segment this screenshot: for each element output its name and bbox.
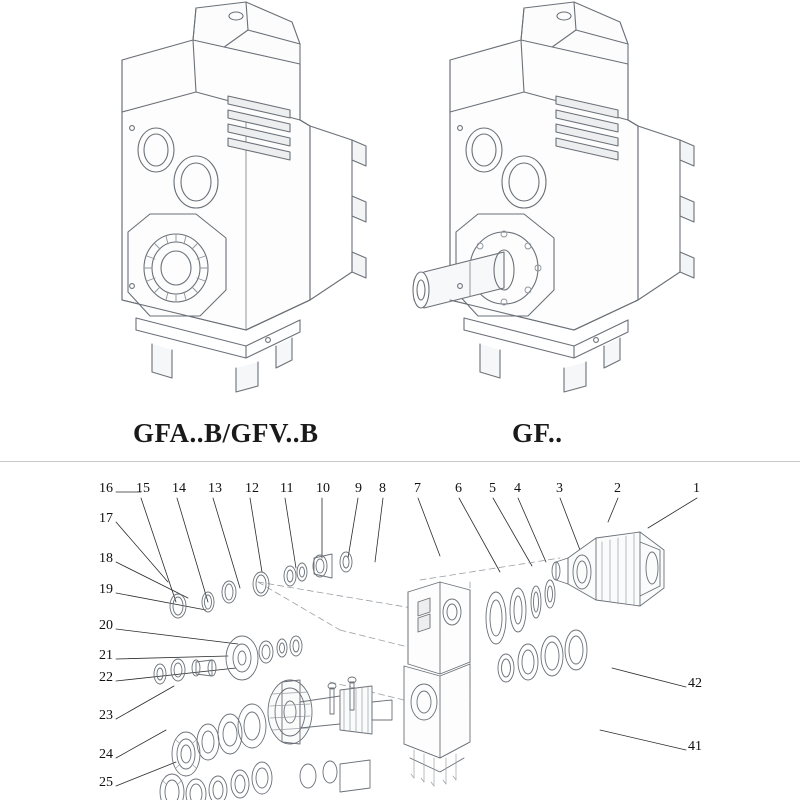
caption-gearbox-left: GFA..B/GFV..B: [133, 418, 319, 448]
caption-gearbox-right: GF..: [512, 418, 563, 448]
callout-12: 12: [245, 481, 259, 496]
callout-42: 42: [688, 676, 702, 691]
callout-4: 4: [514, 481, 521, 496]
callout-13: 13: [208, 481, 222, 496]
callout-16: 16: [99, 481, 113, 496]
callout-5: 5: [489, 481, 496, 496]
callout-2: 2: [614, 481, 621, 496]
callout-41: 41: [688, 739, 702, 754]
callout-1: 1: [693, 481, 700, 496]
exploded-parts-drawing: [0, 462, 800, 800]
callout-19: 19: [99, 582, 113, 597]
callout-8: 8: [379, 481, 386, 496]
callout-3: 3: [556, 481, 563, 496]
exploded-view-section: [0, 462, 800, 800]
callout-24: 24: [99, 747, 113, 762]
callout-25: 25: [99, 775, 113, 790]
gearbox-right-drawing: [413, 2, 694, 392]
callout-11: 11: [280, 481, 294, 496]
callout-15: 15: [136, 481, 150, 496]
callout-20: 20: [99, 618, 113, 633]
callout-23: 23: [99, 708, 113, 723]
gearbox-left-drawing: [122, 2, 366, 392]
callout-7: 7: [414, 481, 421, 496]
callout-14: 14: [172, 481, 186, 496]
callout-21: 21: [99, 648, 113, 663]
callout-6: 6: [455, 481, 462, 496]
callout-10: 10: [316, 481, 330, 496]
callout-17: 17: [99, 511, 113, 526]
callout-22: 22: [99, 670, 113, 685]
callout-18: 18: [99, 551, 113, 566]
callout-9: 9: [355, 481, 362, 496]
